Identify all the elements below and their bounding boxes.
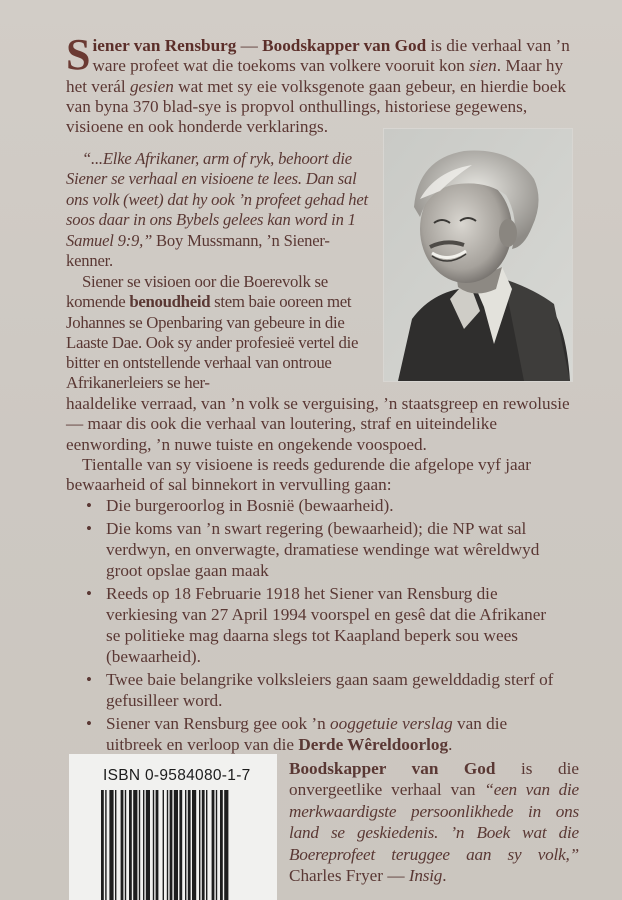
barcode-bar bbox=[179, 790, 182, 900]
barcode-bar bbox=[202, 790, 205, 900]
barcode-bar bbox=[170, 790, 173, 900]
bullet-icon: • bbox=[86, 519, 92, 538]
barcode-bar bbox=[143, 790, 144, 900]
prophecy-paragraph-continued: haaldelike verraad, van ’n volk se verguising, ’n staatsgreep en rewolusie — maar dis ook die verhaal van loutering, straf en uiteindelike eenwording, ’n nuwe tuiste en ongekende voospoed. bbox=[66, 394, 570, 454]
barcode-bar bbox=[125, 790, 126, 900]
drop-cap: S bbox=[66, 30, 91, 79]
barcode-bar bbox=[105, 790, 106, 900]
list-item: • Siener van Rensburg gee ook ’n ooggetuie verslag van die uitbreek en verloop van die Derde Wêreldoorlog. bbox=[86, 714, 508, 754]
barcode-bar bbox=[212, 790, 215, 900]
barcode-bar bbox=[185, 790, 186, 900]
barcode-bar bbox=[216, 790, 217, 900]
bullet-icon: • bbox=[86, 714, 92, 733]
barcode-bar bbox=[167, 790, 168, 900]
visions-list bbox=[84, 495, 564, 757]
list-item: • Die koms van ’n swart regering (bewaarheid); die NP wat sal verdwyn, en onverwagte, dramatiese wendinge wat wêreldwyd groot opslae gaan maak bbox=[86, 519, 540, 580]
author-portrait-photo bbox=[384, 129, 572, 381]
barcode-bar bbox=[188, 790, 191, 900]
list-item: • Twee baie belangrike volksleiers gaan saam gewelddadig sterf of gefusilleer word. bbox=[86, 670, 554, 710]
barcode-bar bbox=[146, 790, 150, 900]
barcode-bar bbox=[206, 790, 207, 900]
quote-attribution: Boy Mussmann, ’n Siener-kenner. bbox=[66, 230, 330, 271]
barcode-bar bbox=[133, 790, 137, 900]
book-title: Boodskapper van God bbox=[262, 36, 427, 55]
list-item: • Reeds op 18 Februarie 1918 het Siener van Rensburg die verkiesing van 27 April 1994 voorspel en gesê dat die Afrikaner se politieke mag daarna slegs tot Kaapland beperk sou wees (bewaarheid). bbox=[86, 584, 547, 666]
barcode-bar bbox=[199, 790, 200, 900]
barcode-bar bbox=[115, 790, 116, 900]
barcode-bar bbox=[101, 790, 104, 900]
isbn-number: ISBN 0-9584080-1-7 bbox=[103, 767, 251, 784]
bullet-icon: • bbox=[86, 584, 92, 603]
barcode-bar bbox=[156, 790, 159, 900]
bullet-icon: • bbox=[86, 670, 92, 689]
testimonial-quote: “...Elke Afrikaner, arm of ryk, behoort die Siener se verhaal en visioene te lees. Dan sal ons volk (weet) dat hy ook ’n profeet gehad het soos daar in ons Bybels gelees kan word in 1 Samuel 9:9,” Boy Mussmann, ’n Siener-kenner. bbox=[66, 149, 368, 271]
barcode-icon bbox=[101, 790, 251, 900]
book-author-title: iener van Rensburg bbox=[92, 36, 237, 55]
barcode-bar bbox=[121, 790, 124, 900]
barcode-bar bbox=[220, 790, 223, 900]
barcode-bar bbox=[109, 790, 113, 900]
author-portrait-icon bbox=[384, 129, 572, 381]
closing-blurb: Boodskapper van God is die onvergeetlike verhaal van “een van die merkwaardigste persoonlikhede in ons land se geskiedenis. ’n Boek wat die Boereprofeet teruggee aan sy volk,” Charles Fryer — Insig. bbox=[289, 759, 580, 886]
visions-intro-paragraph: Tientalle van sy visioene is reeds gedurende die afgelope vyf jaar bewaarheid of sal binnekort in vervulling gaan: bbox=[66, 455, 531, 495]
barcode-bar bbox=[129, 790, 132, 900]
barcode-bar bbox=[163, 790, 164, 900]
prophecy-paragraph: Siener se visioen oor die Boerevolk se komende benoudheid stem baie ooreen met Johannes se Openbaring van gebeure in die Laaste Dae. Ook sy ander profesieë vertel die bitter en ontstellende verhaal van ontroue Afrikanerleiers se her- bbox=[66, 272, 359, 393]
barcode-bar bbox=[174, 790, 178, 900]
barcode-bar bbox=[224, 790, 228, 900]
list-item: • Die burgeroorlog in Bosnië (bewaarheid). bbox=[86, 496, 394, 515]
barcode-bar bbox=[192, 790, 196, 900]
isbn-barcode-label bbox=[69, 754, 277, 900]
bullet-icon: • bbox=[86, 496, 92, 515]
intro-paragraph: Siener van Rensburg — Boodskapper van God is die verhaal van ’n ware profeet wat die toekoms van volkere vooruit kon sien. Maar hy het verál gesien wat met sy eie volksgenote gaan gebeur, en hierdie boek van byna 370 blad-sye is propvol onthullings, historiese gegewens, visioene en ook honderde verklarings. bbox=[66, 30, 570, 137]
barcode-bar bbox=[153, 790, 154, 900]
barcode-bar bbox=[139, 790, 140, 900]
